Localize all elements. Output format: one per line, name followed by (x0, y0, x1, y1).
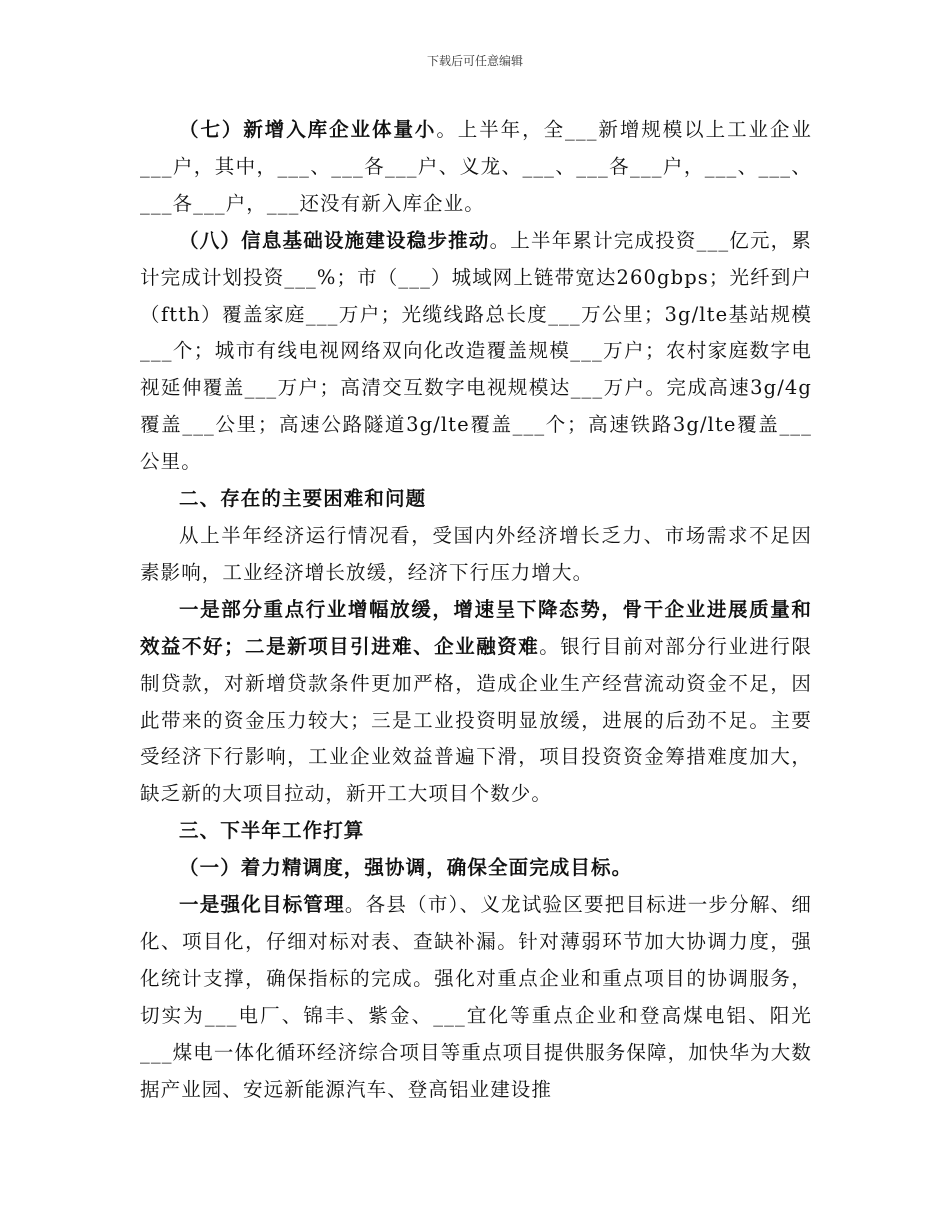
paragraph-text: 。银行目前对部分行业进行限制贷款，对新增贷款条件更加严格，造成企业生产经营流动资金不足，因此带来的资金压力较大；三是工业投资明显放缓，进展的后劲不足。主要受经济下行影响，工业企业效益普遍下滑，项目投资资金筹措难度加大，缺乏新的大项目拉动，新开工大项目个数少。 (140, 634, 812, 806)
paragraph-text: 。上半年，全___新增规模以上工业企业___户，其中，___、___各___户、义龙、___、___各___户，___、___、___各___户，___还没有新入库企业。 (140, 118, 813, 215)
document-body (140, 112, 812, 1108)
paragraph-7 (140, 112, 812, 223)
paragraph-lead: 一是强化目标管理 (179, 893, 345, 917)
paragraph-target-management (140, 887, 812, 1108)
paragraph-lead: （八）信息基础设施建设稳步推动 (179, 228, 490, 252)
section-heading-3: 三、下半年工作打算 (179, 819, 365, 843)
paragraph-overview: 从上半年经济运行情况看，受国内外经济增长乏力、市场需求不足因素影响，工业经济增长放缓，经济下行压力增大。 (140, 523, 812, 584)
paragraph-text: 。各县（市）、义龙试验区要把目标进一步分解、细化、项目化，仔细对标对表、查缺补漏。针对薄弱环节加大协调力度，强化统计支撑，确保指标的完成。强化对重点企业和重点项目的协调服务，切实为___电厂、锦丰、紫金、___宜化等重点企业和登高煤电铝、阳光___煤电一体化循环经济综合项目等重点项目提供服务保障，加快华为大数据产业园、安远新能源汽车、登高铝业建设推 (140, 893, 812, 1101)
section-heading-2: 二、存在的主要困难和问题 (179, 487, 427, 511)
paragraph-lead: 一是部分重点行业增幅放缓，增速呈下降态势，骨干企业进展质量和效益不好；二是新项目引进难、企业融资难 (140, 597, 812, 658)
paragraph-problems (140, 592, 812, 813)
paragraph-text: 。上半年累计完成投资___亿元，累计完成计划投资___%；市（___）城域网上链带宽达260gbps；光纤到户（ftth）覆盖家庭___万户；光缆线路总长度___万公里；3g/lte基站规模___个；城市有线电视网络双向化改造覆盖规模___万户；农村家庭数字电视延伸覆盖___万户；高清交互数字电视规模达___万户。完成高速3g/4g覆盖___公里；高速公路隧道3g/lte覆盖___个；高速铁路3g/lte覆盖___公里。 (140, 228, 812, 474)
subsection-heading-1: （一）着力精调度，强协调，确保全面完成目标。 (179, 856, 633, 880)
paragraph-8 (140, 223, 812, 481)
page-header: 下载后可任意编辑 (426, 54, 523, 68)
paragraph-lead: （七）新增入库企业体量小 (179, 118, 437, 141)
